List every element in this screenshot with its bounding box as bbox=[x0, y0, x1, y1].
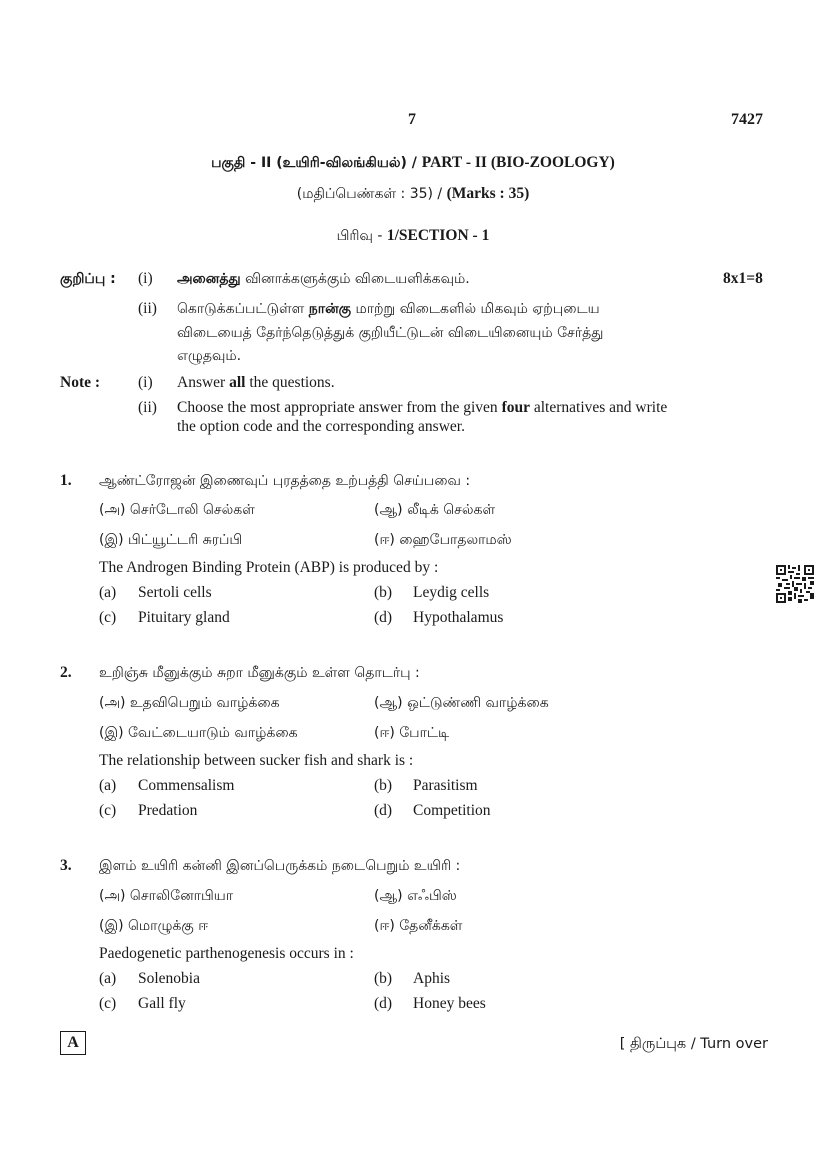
q3-opt-en-c: Gall fly bbox=[138, 995, 186, 1012]
q1-opt-en-a: Sertoli cells bbox=[138, 584, 212, 601]
q3-opt-ta-c: (இ) மொழுக்கு ஈ bbox=[99, 918, 209, 934]
part-title-ta: பகுதி - II (உயிரி-விலங்கியல்) / bbox=[211, 155, 422, 171]
q2-text-ta: உறிஞ்சு மீனுக்கும் சுறா மீனுக்கும் உள்ள தொடர்பு : bbox=[99, 665, 420, 681]
q1-opt-en-b: Leydig cells bbox=[413, 584, 490, 601]
q3-opt-en-a: Solenobia bbox=[138, 970, 200, 987]
q3-number: 3. bbox=[60, 857, 72, 874]
q2-number: 2. bbox=[60, 664, 72, 681]
q2-opt-en-a: Commensalism bbox=[138, 777, 235, 794]
q2-opt-en-b: Parasitism bbox=[413, 777, 478, 794]
note-ta-item2-bold: நான்கு bbox=[308, 301, 351, 317]
note-ta-item1-rest: வினாக்களுக்கும் விடையளிக்கவும். bbox=[240, 271, 470, 287]
q1-opt-en-d-label: (d) bbox=[374, 609, 393, 626]
q2-opt-ta-c: (இ) வேட்டையாடும் வாழ்க்கை bbox=[99, 725, 298, 741]
note-ta-item2-num: (ii) bbox=[138, 300, 157, 317]
q2-opt-en-c-label: (c) bbox=[99, 802, 117, 819]
note-ta-item1-num: (i) bbox=[138, 270, 153, 287]
note-ta-item2-line1 bbox=[177, 301, 600, 319]
note-en-item2-rest: alternatives and write bbox=[529, 399, 668, 416]
q3-opt-en-a-label: (a) bbox=[99, 970, 117, 987]
q1-text-ta: ஆண்ட்ரோஜன் இணைவுப் புரதத்தை உற்பத்தி செய்பவை : bbox=[99, 473, 471, 489]
note-ta-item2-line3: எழுதவும். bbox=[177, 348, 242, 364]
section-title-en: 1/SECTION - 1 bbox=[386, 227, 490, 244]
part-marks-en: (Marks : 35) bbox=[446, 185, 530, 202]
q1-text-en: The Androgen Binding Protein (ABP) is produced by : bbox=[99, 559, 439, 576]
q1-opt-ta-b: (ஆ) லீடிக் செல்கள் bbox=[374, 502, 496, 518]
note-ta-item1-bold: அனைத்து bbox=[177, 271, 241, 287]
note-label-ta: குறிப்பு : bbox=[60, 271, 116, 287]
paper-code: 7427 bbox=[731, 111, 763, 128]
part-title-en: PART - II (BIO-ZOOLOGY) bbox=[421, 154, 615, 171]
note-ta-item2-rest: மாற்று விடைகளில் மிகவும் ஏற்புடைய bbox=[351, 301, 600, 317]
q3-opt-en-d: Honey bees bbox=[413, 995, 486, 1012]
q1-opt-en-c: Pituitary gland bbox=[138, 609, 230, 626]
note-label-en: Note : bbox=[60, 374, 101, 391]
note-en-item2-bold: four bbox=[501, 399, 530, 416]
q2-opt-en-b-label: (b) bbox=[374, 777, 393, 794]
part-marks-ta: (மதிப்பெண்கள் : 35) / bbox=[296, 186, 447, 202]
note-en-item1 bbox=[177, 374, 335, 392]
q1-opt-ta-d: (ஈ) ஹைபோதலாமஸ் bbox=[374, 532, 512, 548]
turn-over bbox=[620, 1035, 768, 1054]
q3-opt-en-c-label: (c) bbox=[99, 995, 117, 1012]
q3-opt-ta-a: (அ) சொலினோபியா bbox=[99, 888, 234, 904]
q2-opt-ta-a: (அ) உதவிபெறும் வாழ்க்கை bbox=[99, 695, 280, 711]
q3-opt-en-b: Aphis bbox=[413, 970, 451, 987]
q2-opt-en-c: Predation bbox=[138, 802, 198, 819]
note-en-item2-line1 bbox=[177, 399, 667, 417]
note-en-item1-num: (i) bbox=[138, 374, 153, 391]
q1-opt-en-d: Hypothalamus bbox=[413, 609, 504, 626]
q2-opt-en-a-label: (a) bbox=[99, 777, 117, 794]
q1-opt-en-b-label: (b) bbox=[374, 584, 393, 601]
qr-code-icon bbox=[776, 565, 814, 603]
version-box: A bbox=[60, 1031, 86, 1055]
q2-opt-ta-d: (ஈ) போட்டி bbox=[374, 725, 450, 741]
q3-opt-ta-d: (ஈ) தேனீக்கள் bbox=[374, 918, 463, 934]
note-en-item2-num: (ii) bbox=[138, 399, 157, 416]
part-title bbox=[0, 154, 826, 173]
q1-opt-en-a-label: (a) bbox=[99, 584, 117, 601]
note-ta-item2-line2: விடையைத் தேர்ந்தெடுத்துக் குறியீட்டுடன் விடையினையும் சேர்த்து bbox=[177, 325, 604, 341]
q3-opt-ta-b: (ஆ) எஃபிஸ் bbox=[374, 888, 457, 904]
note-en-item2-line2: the option code and the corresponding answer. bbox=[177, 418, 465, 435]
q2-text-en: The relationship between sucker fish and shark is : bbox=[99, 752, 414, 769]
q2-opt-en-d: Competition bbox=[413, 802, 491, 819]
q3-text-ta: இளம் உயிரி கன்னி இனப்பெருக்கம் நடைபெறும் உயிரி : bbox=[99, 858, 461, 874]
q1-number: 1. bbox=[60, 472, 72, 489]
page-number: 7 bbox=[408, 111, 416, 128]
q1-opt-ta-a: (அ) செர்டோலி செல்கள் bbox=[99, 502, 255, 518]
section-title bbox=[0, 227, 826, 246]
q3-opt-en-d-label: (d) bbox=[374, 995, 393, 1012]
part-marks bbox=[0, 185, 826, 204]
q1-opt-ta-c: (இ) பிட்யூட்டரி சுரப்பி bbox=[99, 532, 243, 548]
turn-over-text: [ திருப்புக / Turn over bbox=[619, 1036, 768, 1052]
note-ta-item2-pre: கொடுக்கப்பட்டுள்ள bbox=[177, 301, 309, 317]
note-ta-item1 bbox=[177, 271, 470, 289]
note-en-item1-bold: all bbox=[229, 374, 246, 391]
q3-text-en: Paedogenetic parthenogenesis occurs in : bbox=[99, 945, 354, 962]
q2-opt-ta-b: (ஆ) ஒட்டுண்ணி வாழ்க்கை bbox=[374, 695, 549, 711]
section-title-ta: பிரிவு - bbox=[336, 228, 387, 244]
note-en-item1-rest: the questions. bbox=[245, 374, 335, 391]
q1-opt-en-c-label: (c) bbox=[99, 609, 117, 626]
note-en-item1-pre: Answer bbox=[177, 374, 230, 391]
q2-opt-en-d-label: (d) bbox=[374, 802, 393, 819]
q3-opt-en-b-label: (b) bbox=[374, 970, 393, 987]
section-marks: 8x1=8 bbox=[723, 270, 763, 287]
note-en-item2-pre: Choose the most appropriate answer from the given bbox=[177, 399, 502, 416]
